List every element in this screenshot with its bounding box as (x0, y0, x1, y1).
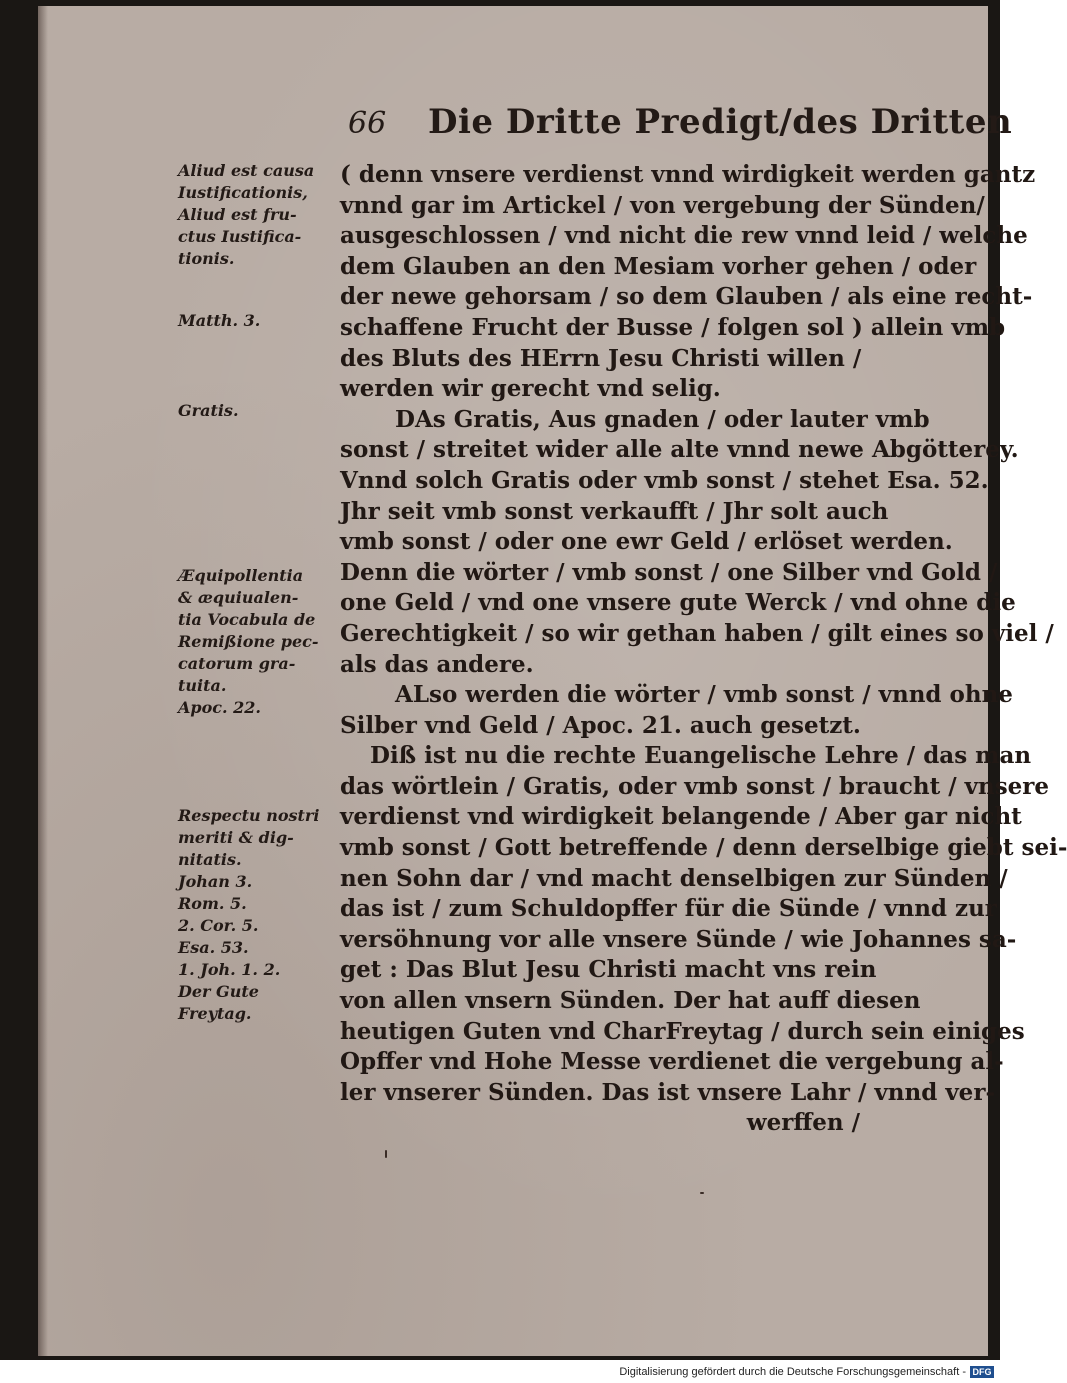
marginal-line: catorum gra- (178, 654, 296, 673)
marginal-note (178, 160, 328, 270)
text-line: DAs Gratis, Aus gnaden / oder lauter vmb (395, 405, 930, 433)
marginal-line: nitatis. (178, 850, 242, 869)
marginal-line: meriti & dig- (178, 828, 294, 847)
text-line: Jhr seit vmb sonst verkaufft / Jhr solt auch (340, 497, 889, 525)
page-number: 66 (348, 106, 387, 141)
marginal-line: ctus Iustifica- (178, 227, 302, 246)
marginal-line: Freytag. (178, 1004, 252, 1023)
text-line: das ist / zum Schuldopffer für die Sünde / vnnd zur (340, 895, 997, 923)
marginal-note (178, 805, 328, 1025)
marginal-line: 2. Cor. 5. (178, 916, 259, 935)
text-line: ALso werden die wörter / vmb sonst / vnnd ohne (395, 681, 1013, 709)
marginal-line: Iustificationis, (178, 183, 308, 202)
marginal-line: tia Vocabula de (178, 610, 316, 629)
text-line: dem Glauben an den Mesiam vorher gehen / oder (340, 252, 977, 280)
text-line: vnnd gar im Artickel / von vergebung der Sünden/ (340, 191, 985, 219)
marginal-line: Aliud est fru- (178, 205, 297, 224)
marginal-line: Aliud est causa (178, 161, 315, 180)
marginal-line: Johan 3. (178, 872, 253, 891)
ink-speck (385, 1150, 387, 1158)
text-line: verdienst vnd wirdigkeit belangende / Aber gar nicht (340, 803, 1022, 831)
text-line: des Bluts des HErrn Jesu Christi willen / (340, 344, 862, 372)
marginal-note (178, 400, 328, 422)
text-line: schaffene Frucht der Busse / folgen sol ) allein vmb (340, 313, 1006, 341)
text-line: versöhnung vor alle vnsere Sünde / wie Johannes sa- (340, 925, 1017, 953)
text-line: Gerechtigkeit / so wir gethan haben / gilt eines so viel / (340, 619, 1054, 647)
text-line: heutigen Guten vnd CharFreytag / durch sein einiges (340, 1017, 1025, 1045)
marginal-line: Remißione pec- (178, 632, 319, 651)
marginal-line: Matth. 3. (178, 311, 261, 330)
text-line: Vnnd solch Gratis oder vmb sonst / stehet Esa. 52. (340, 466, 989, 494)
marginal-line: Æquipollentia (178, 566, 304, 585)
text-line: als das andere. (340, 650, 534, 678)
dfg-logo: DFG (970, 1366, 994, 1378)
text-line: der newe gehorsam / so dem Glauben / als eine recht- (340, 283, 1033, 311)
text-line: Diß ist nu die rechte Euangelische Lehre / das man (370, 742, 1032, 770)
marginal-line: 1. Joh. 1. 2. (178, 960, 281, 979)
text-line: ausgeschlossen / vnd nicht die rew vnnd leid / welche (340, 222, 1028, 250)
marginal-line: tuita. (178, 676, 227, 695)
text-line: Opffer vnd Hohe Messe verdienet die vergebung al- (340, 1048, 1004, 1076)
text-line: ler vnserer Sünden. Das ist vnsere Lahr / vnnd ver- (340, 1078, 995, 1106)
text-line: ( denn vnsere verdienst vnnd wirdigkeit werden gantz (340, 161, 1036, 188)
text-line: one Geld / vnd one vnsere gute Werck / vnd ohne die (340, 589, 1016, 617)
body-text (340, 160, 1067, 1139)
digitization-credit: Digitalisierung gefördert durch die Deutsche Forschungsgemeinschaft - (619, 1366, 966, 1378)
text-line: das wörtlein / Gratis, oder vmb sonst / braucht / vnsere (340, 772, 1050, 800)
marginal-line: Apoc. 22. (178, 698, 261, 717)
marginal-line: Respectu nostri (178, 806, 320, 825)
text-line: sonst / streitet wider alle alte vnnd newe Abgötterey. (340, 436, 1019, 464)
marginal-note (178, 565, 328, 719)
page-edge-shadow (38, 6, 48, 1356)
page-header (340, 100, 1013, 150)
text-line: nen Sohn dar / vnd macht denselbigen zur Sünden / (340, 864, 1008, 892)
running-title: Die Dritte Predigt/des Dritten (428, 102, 1013, 142)
text-line: Denn die wörter / vmb sonst / one Silber vnd Gold / (340, 558, 998, 586)
marginal-line: tionis. (178, 249, 235, 268)
marginal-line: & æquiualen- (178, 588, 299, 607)
marginal-line: Gratis. (178, 401, 239, 420)
marginal-line: Esa. 53. (178, 938, 249, 957)
catchword: werffen / (746, 1109, 860, 1137)
text-line: vmb sonst / Gott betreffende / denn derselbige giebt sei- (340, 834, 1067, 862)
text-line: get : Das Blut Jesu Christi macht vns rein (340, 956, 877, 984)
marginal-note (178, 310, 328, 332)
marginal-line: Rom. 5. (178, 894, 247, 913)
text-line: werden wir gerecht vnd selig. (340, 375, 721, 403)
text-line: von allen vnsern Sünden. Der hat auff diesen (340, 987, 921, 1015)
marginal-line: Der Gute (178, 982, 259, 1001)
text-line: vmb sonst / oder one ewr Geld / erlöset werden. (340, 528, 953, 556)
text-line: Silber vnd Geld / Apoc. 21. auch gesetzt. (340, 711, 861, 739)
ink-speck (700, 1192, 704, 1194)
